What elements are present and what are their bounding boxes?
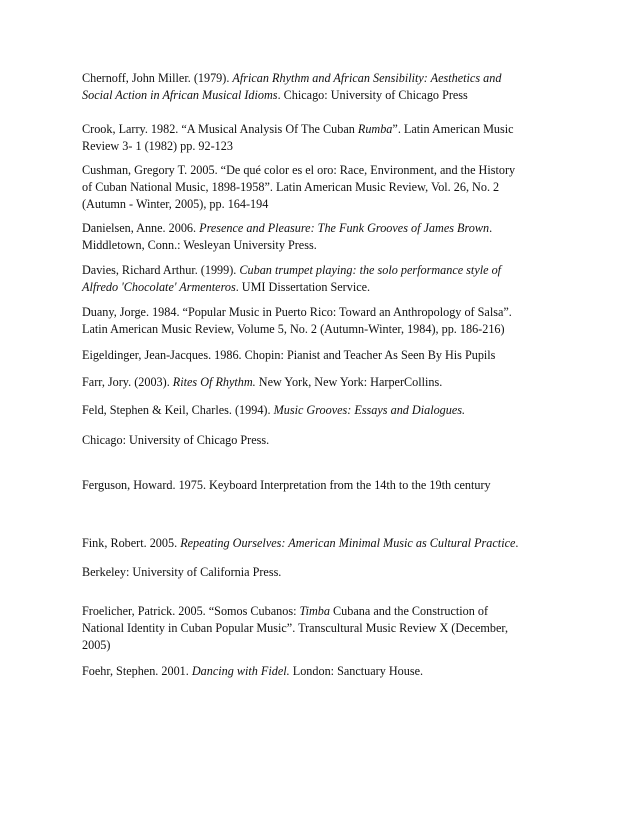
entry-text: Cubana and the Construction of (330, 604, 489, 618)
reference-entry (82, 477, 552, 494)
reference-entry (82, 220, 552, 254)
entry-text: Chernoff, John Miller. (1979). (82, 71, 233, 85)
entry-text: ”. Latin American Music (392, 122, 514, 136)
reference-entry (82, 663, 552, 680)
entry-text: Foehr, Stephen. 2001. (82, 664, 192, 678)
entry-text: 2005) (82, 638, 111, 652)
entry-line (82, 162, 552, 179)
entry-line (82, 138, 552, 155)
entry-text: Review 3- 1 (1982) pp. 92-123 (82, 139, 233, 153)
entry-title: Social Action in African Musical Idioms (82, 88, 278, 102)
entry-line (82, 321, 552, 338)
entry-line (82, 477, 552, 494)
entry-text: Fink, Robert. 2005. (82, 536, 181, 550)
entry-text: New York, New York: HarperCollins. (255, 375, 443, 389)
reference-entry (82, 70, 552, 104)
reference-entry (82, 347, 552, 364)
reference-entry (82, 374, 552, 391)
entry-line (82, 279, 552, 296)
entry-line (82, 637, 552, 654)
entry-text: . (489, 221, 493, 235)
reference-entry (82, 162, 552, 213)
reference-entry (82, 535, 552, 552)
entry-text: Feld, Stephen & Keil, Charles. (1994). (82, 403, 274, 417)
entry-line (82, 196, 552, 213)
entry-line (82, 535, 552, 552)
entry-title: Dancing with Fidel. (191, 664, 290, 678)
entry-line (82, 603, 552, 620)
entry-text: (Autumn - Winter, 2005), pp. 164-194 (82, 197, 269, 211)
entry-title: Timba (299, 604, 330, 618)
entry-text: Cushman, Gregory T. 2005. “De qué color es el oro: Race, Environment, and the History (82, 163, 516, 177)
entry-text: . UMI Dissertation Service. (235, 280, 371, 294)
entry-title: Cuban trumpet playing: the solo performance style of (239, 263, 502, 277)
entry-text: . Chicago: University of Chicago Press (277, 88, 468, 102)
reference-entry (82, 262, 552, 296)
entry-title: Repeating Ourselves: American Minimal Music as Cultural Practice (180, 536, 516, 550)
entry-text: London: Sanctuary House. (289, 664, 424, 678)
reference-entry (82, 564, 552, 581)
entry-line (82, 220, 552, 237)
entry-text: Duany, Jorge. 1984. “Popular Music in Puerto Rico: Toward an Anthropology of Salsa”. (82, 305, 512, 319)
entry-line (82, 121, 552, 138)
entry-line (82, 262, 552, 279)
entry-line (82, 663, 552, 680)
entry-title: Rumba (357, 122, 393, 136)
entry-text: Ferguson, Howard. 1975. Keyboard Interpretation from the 14th to the 19th century (82, 478, 491, 492)
reference-entry (82, 304, 552, 338)
entry-text: National Identity in Cuban Popular Music”. Transcultural Music Review X (December, (82, 621, 508, 635)
entry-text: Davies, Richard Arthur. (1999). (82, 263, 240, 277)
entry-text: . (515, 536, 519, 550)
entry-line (82, 70, 552, 87)
entry-text: Eigeldinger, Jean-Jacques. 1986. Chopin: Pianist and Teacher As Seen By His Pupils (82, 348, 496, 362)
reference-entry (82, 432, 552, 449)
entry-title: Music Grooves: Essays and Dialogues. (273, 403, 466, 417)
entry-line (82, 347, 552, 364)
reference-entry (82, 603, 552, 654)
entry-text: Berkeley: University of California Press. (82, 565, 282, 579)
entry-title: Rites Of Rhythm. (172, 375, 256, 389)
entry-text: Danielsen, Anne. 2006. (82, 221, 200, 235)
reference-entry (82, 402, 552, 419)
entry-text: Chicago: University of Chicago Press. (82, 433, 270, 447)
entry-line (82, 432, 552, 449)
entry-line (82, 304, 552, 321)
entry-line (82, 402, 552, 419)
entry-text: Farr, Jory. (2003). (82, 375, 173, 389)
entry-title: Alfredo 'Chocolate' Armenteros (82, 280, 236, 294)
entry-line (82, 87, 552, 104)
entry-line (82, 374, 552, 391)
entry-title: Presence and Pleasure: The Funk Grooves of James Brown (199, 221, 490, 235)
entry-line (82, 620, 552, 637)
entry-line (82, 237, 552, 254)
entry-line (82, 179, 552, 196)
entry-text: Latin American Music Review, Volume 5, No. 2 (Autumn-Winter, 1984), pp. 186-216) (82, 322, 505, 336)
entry-text: Crook, Larry. 1982. “A Musical Analysis Of The Cuban (82, 122, 358, 136)
entry-text: Froelicher, Patrick. 2005. “Somos Cubanos: (82, 604, 300, 618)
entry-text: of Cuban National Music, 1898-1958”. Latin American Music Review, Vol. 26, No. 2 (82, 180, 500, 194)
entry-text: Middletown, Conn.: Wesleyan University Press. (82, 238, 317, 252)
reference-entry (82, 121, 552, 155)
entry-line (82, 564, 552, 581)
entry-title: African Rhythm and African Sensibility: Aesthetics and (232, 71, 502, 85)
